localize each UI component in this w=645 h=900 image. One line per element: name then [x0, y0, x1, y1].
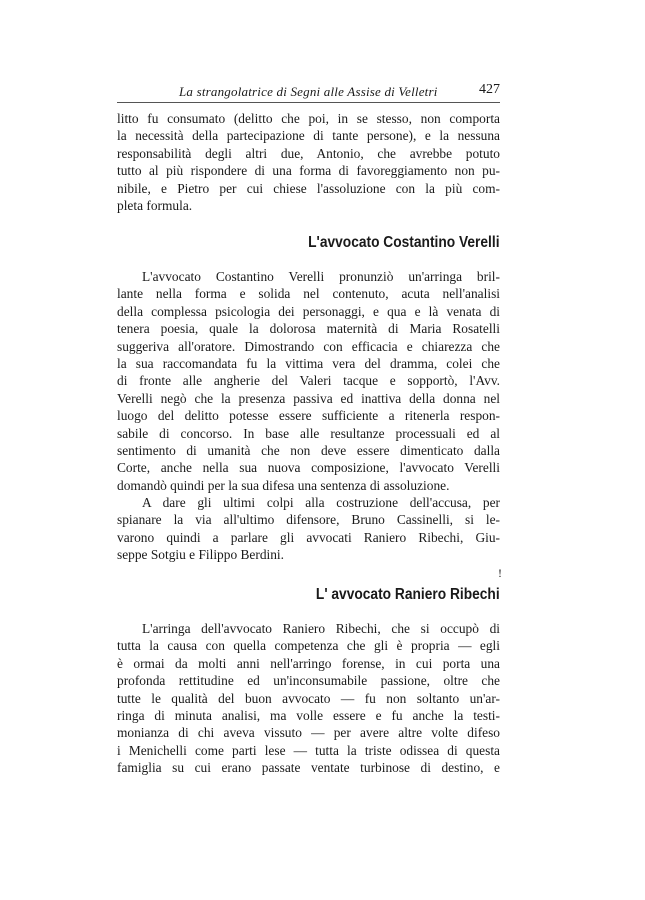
text-line: tutto al più rispondere di una forma di favoreggiamento non pu-	[117, 163, 500, 179]
text-line: della complessa psicologia dei personaggi, e qua e là venata di	[117, 303, 500, 319]
section-heading-ribechi: L' avvocato Raniero Ribechi	[316, 586, 500, 603]
text-line: varono quindi a parlare gli avvocati Raniero Ribechi, Giu-	[117, 529, 500, 545]
text-line: seppe Sotgiu e Filippo Berdini.	[117, 547, 285, 563]
text-line: sabile di concorso. In base alle resultanze processuali ed al	[117, 425, 500, 441]
text-line: lante nella forma e solida nel contenuto, acuta nell'analisi	[117, 286, 500, 302]
text-line: di fronte alle angherie del Valeri tacque e sopportò, l'Avv.	[117, 373, 500, 389]
text-line: tenera poesia, quale la dolorosa maternità di Maria Rosatelli	[117, 321, 500, 337]
text-line: i Menichelli come parti lese — tutta la triste odissea di questa	[117, 742, 500, 758]
running-head	[117, 84, 500, 103]
text-line: luogo del delitto potesse essere sufficiente a ritenerla respon-	[117, 408, 500, 424]
text-line: la sua raccomandata fu la vittima vera del dramma, colei che	[117, 356, 500, 372]
text-line: Verelli negò che la presenza passiva ed inattiva della donna nel	[117, 390, 500, 406]
text-line: nibile, e Pietro per cui chiese l'assoluzione con la più com-	[117, 180, 500, 196]
text-line: domandò quindi per la sua difesa una sentenza di assoluzione.	[117, 477, 450, 493]
text-line: famiglia su cui erano passate ventate turbinose di destino, e	[117, 760, 500, 776]
text-line: pleta formula.	[117, 198, 193, 214]
section-heading-verelli: L'avvocato Costantino Verelli	[308, 234, 500, 251]
text-line: la necessità della partecipazione di tante persone), e la nessuna	[117, 128, 500, 144]
text-line: litto fu consumato (delitto che poi, in se stesso, non comporta	[117, 111, 500, 126]
paragraph-verelli-1	[117, 268, 500, 494]
paragraph-verelli-2	[117, 494, 500, 564]
text-line: tutta la causa con quella competenza che gli è propria — egli	[117, 638, 500, 654]
text-line: tutte le qualità del buon avvocato — fu non soltanto un'ar-	[117, 690, 500, 706]
text-line: responsabilità degli altri due, Antonio, che avrebbe potuto	[117, 145, 500, 161]
text-line: L'avvocato Costantino Verelli pronunziò un'arringa bril-	[142, 269, 500, 284]
running-head-title: La strangolatrice di Segni alle Assise di Velletri	[179, 84, 438, 99]
text-line: profonda rettitudine ed un'inconsumabile passione, oltre che	[117, 673, 500, 689]
text-line: sentimento di umanità che non deve essere dimenticato dalla	[117, 443, 500, 459]
paragraph-ribechi-1	[117, 620, 500, 777]
text-line: ringa di minuta analisi, ma volle essere e fu anche la testi-	[117, 708, 500, 724]
text-line: suggeriva all'oratore. Dimostrando con efficacia e chiarezza che	[117, 338, 500, 354]
margin-mark: !	[498, 566, 502, 580]
text-line: L'arringa dell'avvocato Raniero Ribechi, che si occupò di	[142, 621, 500, 636]
text-line: è ormai da molti anni nell'arringo forense, in cui porta una	[117, 655, 500, 671]
text-line: spianare la via all'ultimo difensore, Bruno Cassinelli, si le-	[117, 512, 500, 528]
text-line: monianza di chi aveva vissuto — per avere altre volte difeso	[117, 725, 500, 741]
text-line: Corte, anche nella sua nuova composizione, l'avvocato Verelli	[117, 460, 500, 476]
page-number: 427	[479, 82, 500, 97]
paragraph-continuation	[117, 110, 500, 214]
text-line: A dare gli ultimi colpi alla costruzione dell'accusa, per	[142, 495, 500, 510]
